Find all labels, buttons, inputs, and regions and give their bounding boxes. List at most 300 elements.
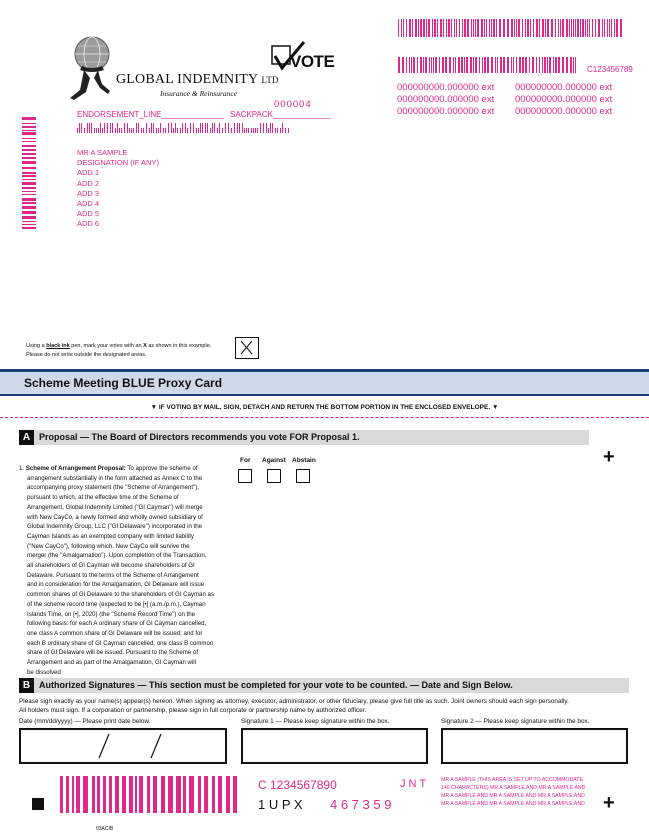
barcode-bar [182,123,183,133]
barcode-bar [547,19,549,37]
barcode-bar [516,19,517,37]
barcode-bar [253,128,254,134]
barcode-bar [539,19,540,37]
barcode-bar [423,19,425,37]
barcode-bar [22,138,36,139]
barcode-bar [529,57,530,73]
barcode-bar [503,19,505,37]
section-a-header [19,430,589,445]
barcode-bar [109,776,112,813]
barcode-bar [139,776,143,813]
barcode-bar [533,19,534,37]
barcode-bar [403,19,404,37]
barcode-bar [87,123,88,133]
barcode-bar [275,128,276,134]
barcode-bar [193,123,194,133]
barcode-bar [60,776,63,813]
barcode-bar [609,19,610,37]
side-barcode [22,117,36,232]
ext-row: 000000000.000000 ext 000000000.000000 ext [397,82,613,93]
barcode-bar [22,172,36,174]
barcode-bar [177,128,178,134]
barcode-bar [97,776,100,813]
barcode-bar [516,57,517,73]
barcode-bar [84,128,85,134]
barcode-bar [479,57,480,73]
barcode-bar [72,776,74,813]
barcode-bar [580,19,581,37]
plus-mark-icon: + [603,792,615,814]
barcode-bar [129,128,130,134]
example-x-box [235,337,259,359]
barcode-bar [569,19,570,37]
barcode-bar [547,57,548,73]
barcode-bar [22,161,36,164]
barcode-bar [237,123,238,133]
footer-code: 1 U P X [258,797,303,812]
barcode-bar [513,57,514,73]
date-label: Date (mm/dd/yyyy) — Please print date below. [19,718,151,725]
barcode-bar [571,19,572,37]
barcode-bar [79,123,80,133]
barcode-bar [22,221,36,222]
barcode-bar [200,123,201,133]
barcode-bar [22,132,36,135]
barcode-bar [398,57,400,73]
barcode-bar [507,57,509,73]
barcode-bar [255,128,256,134]
barcode-bar [171,123,172,133]
barcode-bar [22,194,36,195]
barcode-bar [173,128,174,134]
barcode-bar [22,117,36,120]
barcode-bar [431,57,432,73]
barcode-bar [449,57,451,73]
barcode-bar [205,123,206,133]
company-tagline: Insurance & Reinsurance [160,89,238,98]
company-name: GLOBAL INDEMNITY LTD [116,72,279,87]
barcode-bar [198,776,201,813]
date-separators [21,730,225,762]
barcode-bar [406,19,407,37]
barcode-bar [496,19,497,37]
barcode-bar [217,128,218,134]
barcode-bar [545,19,546,37]
barcode-bar [121,128,122,134]
sequence-number: 000004 [274,99,312,110]
section-b-header [19,678,629,693]
barcode-bar [204,776,208,813]
barcode-bar [161,776,165,813]
barcode-bar [96,128,97,134]
barcode-bar [477,19,479,37]
barcode-bar [212,776,215,813]
barcode-bar [525,57,527,73]
section-b-title: Authorized Signatures — This section must be completed for your vote to be counted. — Date and Sign Below. [39,680,513,690]
globe-atlas-icon [64,34,120,104]
address-line: ADD 6 [77,219,100,229]
footer-barcode [60,776,240,813]
date-field[interactable] [19,728,227,764]
barcode-bar [499,19,501,37]
mailing-address [77,148,159,230]
barcode-bar [156,128,157,134]
barcode-bar [471,19,472,37]
barcode-bar [458,57,460,73]
barcode-bar [433,57,434,73]
barcode-bar [163,128,164,134]
barcode-bar [484,19,485,37]
barcode-bar [456,19,457,37]
barcode-bar [555,57,557,73]
barcode-bar [91,123,92,133]
barcode-bar [473,57,474,73]
barcode-bar [398,19,399,37]
barcode-bar [453,57,454,73]
barcode-bar [22,157,36,159]
barcode-bar [489,19,490,37]
barcode-bar [566,19,568,37]
barcode-bar [595,19,596,37]
barcode-bar [536,57,537,73]
barcode-bar [251,128,252,134]
postal-barcode [77,123,289,133]
barcode-bar [22,145,36,147]
barcode-bar [417,57,418,73]
vote-logo [270,40,340,76]
barcode-bar [542,19,544,37]
barcode-bar [470,57,472,73]
barcode-bar [409,19,411,37]
barcode-bar [443,19,444,37]
barcode-bar [22,149,36,151]
barcode-bar [244,128,245,134]
barcode-bar [500,57,502,73]
barcode-bar [22,211,36,214]
x-mark-icon [236,338,257,357]
signature-2-field[interactable] [441,728,628,764]
address-line: ADD 4 [77,199,100,209]
barcode-bar [196,128,197,134]
barcode-bar [587,19,588,37]
barcode-bar [98,128,99,134]
card-title: Scheme Meeting BLUE Proxy Card [24,376,223,390]
vote-column-against: Against [262,457,286,464]
barcode-bar [168,123,169,133]
barcode-bar [484,57,486,73]
barcode-bar [83,776,88,813]
account-barcode [398,57,576,73]
barcode-bar [439,57,440,73]
barcode-bar [141,128,142,134]
detach-note: ▼ IF VOTING BY MAIL, SIGN, DETACH AND RETURN THE BOTTOM PORTION IN THE ENCLOSED ENVELOPE. ▼ [150,404,499,411]
barcode-bar [22,216,36,219]
signature-instructions: Please sign exactly as your name(s) appear(s) hereon. When signing as attorney, executor, administrator, or other fiduciary, please give full title as such. Joint owners should each sign personally. All holders must sign. If a corporation or partnership, please sign in full corporate or partnership name by authorized officer. [19,698,569,714]
barcode-bar [420,19,422,37]
account-id: C123456789 [587,65,633,74]
barcode-bar [22,175,36,177]
barcode-bar [222,128,223,134]
barcode-bar [418,19,419,37]
barcode-bar [411,57,412,73]
barcode-bar [409,57,410,73]
barcode-bar [100,123,101,133]
barcode-bar [412,19,413,37]
barcode-bar [136,123,137,133]
barcode-bar [131,128,132,134]
barcode-bar [233,776,237,813]
barcode-bar [22,167,36,169]
sig2-label: Signature 2 — Please keep signature within the box. [441,718,590,725]
barcode-bar [22,198,36,201]
barcode-bar [446,19,447,37]
vote-column-for: For [240,457,251,464]
barcode-bar [442,57,444,73]
barcode-bar [104,123,105,133]
barcode-bar [530,19,531,37]
barcode-bar [158,128,159,134]
barcode-bar [219,123,220,133]
barcode-bar [491,19,492,37]
barcode-bar [527,19,529,37]
barcode-bar [461,57,463,73]
barcode-bar [401,19,402,37]
barcode-bar [570,57,572,73]
barcode-bar [425,57,427,73]
barcode-bar [549,57,551,73]
barcode-bar [598,19,600,37]
barcode-bar [129,776,133,813]
barcode-bar [22,187,36,189]
barcode-bar [138,123,139,133]
barcode-bar [207,123,208,133]
proposal-title: Scheme of Arrangement Proposal: [25,465,126,472]
section-b-letter: B [19,678,34,693]
barcode-bar [455,57,456,73]
barcode-bar [124,123,125,133]
barcode-bar [473,19,474,37]
barcode-bar [268,128,269,134]
ext-values [397,82,612,119]
barcode-bar [94,128,95,134]
barcode-bar [202,123,203,133]
barcode-bar [231,128,232,134]
plus-mark-icon: + [603,446,615,468]
barcode-bar [464,57,465,73]
section-a-title: Proposal — The Board of Directors recommends you vote FOR Proposal 1. [39,432,360,442]
barcode-bar [187,128,188,134]
barcode-bar [481,19,483,37]
address-line: ADD 3 [77,188,100,198]
barcode-bar [22,191,36,192]
barcode-bar [614,19,615,37]
barcode-bar [575,19,576,37]
vote-column-abstain: Abstain [292,457,316,464]
barcode-bar [573,19,574,37]
sig1-label: Signature 1 — Please keep signature within the box. [241,718,390,725]
barcode-bar [22,202,36,204]
barcode-bar [22,126,36,128]
signature-1-field[interactable] [241,728,428,764]
barcode-bar [89,123,90,133]
barcode-bar [589,19,590,37]
barcode-bar [553,57,554,73]
barcode-bar [248,128,249,134]
barcode-bar [511,19,513,37]
barcode-bar [234,123,235,133]
barcode-bar [151,123,152,133]
barcode-bar [423,57,424,73]
barcode-bar [507,19,509,37]
barcode-bar [107,123,108,133]
barcode-bar [544,57,546,73]
barcode-bar [420,57,422,73]
barcode-bar [153,123,154,133]
barcode-bar [160,123,161,133]
barcode-bar [475,19,476,37]
barcode-bar [558,19,559,37]
barcode-bar [415,19,417,37]
footer-name-block: MR A SAMPLE (THIS AREA IS SET UP TO ACCOMMODATE 140 CHARACTERS) MR A SAMPLE AND MR A SAMPLE AND MR A SAMPLE AND MR A SAMPLE AND MR A SAMPLE AND MR A SAMPLE AND MR A SAMPLE AND MR A SAMPLE AND [441,777,586,807]
barcode-bar [620,19,622,37]
barcode-bar [226,776,230,813]
address-line: ADD 1 [77,168,100,178]
address-line: ADD 5 [77,209,100,219]
barcode-bar [616,19,618,37]
endorsement-line: ENDORSEMENT_LINE______________ SACKPACK_____________ [77,110,331,119]
barcode-bar [22,123,36,124]
barcode-bar [435,57,437,73]
barcode-bar [115,128,116,134]
barcode-bar [413,57,415,73]
barcode-bar [239,123,240,133]
barcode-bar [81,123,82,133]
barcode-bar [514,19,515,37]
vote-abstain-checkbox[interactable] [296,469,310,483]
barcode-bar [592,19,593,37]
barcode-bar [257,128,258,134]
barcode-bar [525,19,526,37]
doc-code: 03ACIB [96,826,114,832]
barcode-bar [577,19,579,37]
barcode-bar [445,57,447,73]
barcode-bar [282,123,283,133]
barcode-bar [532,57,534,73]
barcode-bar [602,19,603,37]
barcode-bar [429,57,430,73]
barcode-bar [165,128,166,134]
barcode-bar [575,57,576,73]
barcode-bar [272,123,273,133]
section-a-letter: A [19,430,34,445]
barcode-bar [466,57,468,73]
barcode-bar [263,123,264,133]
barcode-bar [486,19,487,37]
barcode-bar [112,123,113,133]
barcode-bar [542,57,543,73]
barcode-bar [189,776,194,813]
barcode-bar [562,19,564,37]
barcode-bar [440,19,442,37]
barcode-bar [102,128,103,134]
barcode-bar [76,776,80,813]
barcode-bar [22,179,36,180]
barcode-bar [115,776,119,813]
barcode-bar [467,19,469,37]
top-barcode [398,19,622,37]
barcode-bar [149,128,150,134]
barcode-bar [491,57,493,73]
barcode-bar [77,128,78,134]
barcode-bar [459,19,460,37]
barcode-bar [551,19,553,37]
barcode-bar [573,57,574,73]
barcode-bar [22,141,36,142]
barcode-bar [22,227,36,229]
barcode-bar [448,19,450,37]
barcode-bar [454,19,455,37]
footer-number: 4 6 7 3 5 9 [330,797,392,812]
barcode-bar [451,19,452,37]
barcode-bar [462,19,463,37]
barcode-bar [511,57,512,73]
ink-instructions: Using a black ink pen, mark your votes with an X as shown in this example. Please do not write outside the designated areas. [26,343,212,358]
barcode-bar [611,19,612,37]
barcode-bar [246,128,247,134]
barcode-bar [183,776,186,813]
barcode-bar [519,57,521,73]
barcode-bar [426,19,427,37]
perforation-line [0,417,649,418]
barcode-bar [198,128,199,134]
barcode-bar [562,57,564,73]
barcode-bar [117,123,118,133]
title-band-bottom-rule [0,394,649,396]
barcode-bar [522,57,524,73]
barcode-bar [135,776,137,813]
barcode-bar [266,123,267,133]
barcode-bar [270,123,271,133]
barcode-bar [127,123,128,133]
barcode-bar [487,57,489,73]
barcode-bar [228,123,229,133]
barcode-bar [560,19,561,37]
barcode-bar [280,128,281,134]
barcode-bar [22,206,36,209]
vote-against-checkbox[interactable] [267,469,281,483]
barcode-bar [406,57,407,73]
barcode-bar [22,153,36,155]
proposal-1: 1. Scheme of Arrangement Proposal: To approve the scheme of arrangement substantially in the form attached as Annex C to the accompanying proxy statement (the "Scheme of Arrangement"), pursuant to which, at the effective time of the Scheme of Arrangement, Global Indemnity Limited ("GI Cayman") will merge with New CayCo, a newly formed and wholly owned subsidiary of Global Indemnity Group, LLC ("GI Delaware") incorporated in the Cayman Islands as an exempted company with limited liability ("New CayCo"), following which, New CayCo will survive the merger (the "Amalgamation"). Upon completion of the Transaction, all shareholders of GI Cayman will become shareholders of GI Delaware. Pursuant to the terms of the Scheme of Arrangement and in consideration for the Amalgamation, GI Delaware will issue common shares of GI Delaware to the shareholders of GI Cayman as of the scheme record time (expected to be [•] (a.m./p.m.), Cayman Islands Time, on [•], 2020) (the "Scheme Record Time") on the following basis: for each A ordinary share of GI Cayman cancelled, one class A common share of GI Delaware will be issued; and for each B ordinary share of GI Cayman cancelled, one class B common share of GI Delaware will be issued. Pursuant to the Scheme of Arrangement and as part of the Amalgamation, GI Cayman will be dissolved [19,465,214,676]
address-line: MR A SAMPLE [77,148,128,157]
barcode-bar [66,776,69,813]
barcode-bar [119,128,120,134]
barcode-bar [497,57,498,73]
barcode-bar [175,123,176,133]
barcode-bar [260,123,261,133]
barcode-bar [475,57,477,73]
barcode-bar [180,128,181,134]
address-line: ADD 2 [77,178,100,188]
company-logo [64,34,279,106]
ext-row: 000000000.000000 ext 000000000.000000 ext [397,94,613,106]
down-arrow-icon: ▼ [150,404,158,411]
barcode-bar [428,19,430,37]
barcode-bar [566,57,568,73]
barcode-bar [522,19,523,37]
footer-account: C 1234567890 [258,778,337,792]
barcode-bar [22,224,36,225]
